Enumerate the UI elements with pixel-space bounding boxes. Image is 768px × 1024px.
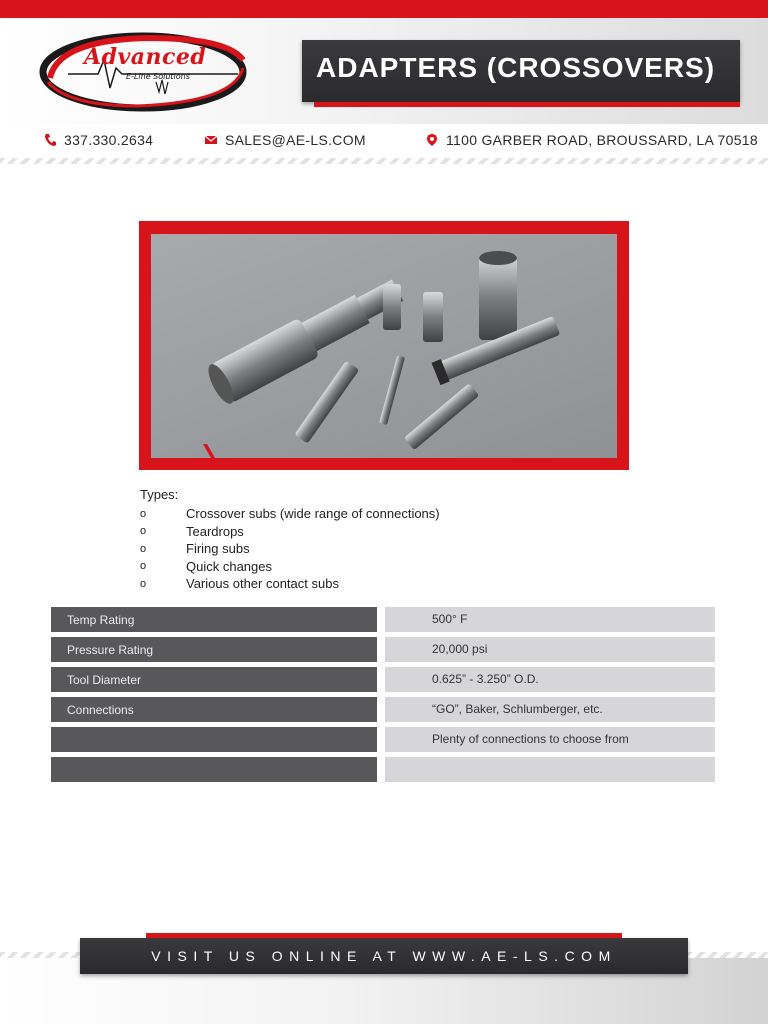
product-photo-frame — [139, 221, 629, 470]
page-title: ADAPTERS (CROSSOVERS) — [316, 52, 716, 83]
phone-icon — [44, 133, 56, 147]
list-item-text: Firing subs — [186, 541, 250, 557]
title-underline — [314, 102, 740, 107]
list-item-text: Teardrops — [186, 523, 244, 539]
logo-subtitle: E-Line Solutions — [126, 72, 190, 81]
spec-label: Connections — [51, 697, 377, 722]
location-pin-icon — [426, 133, 438, 147]
company-logo[interactable] — [38, 30, 254, 114]
top-accent-bar — [0, 0, 768, 18]
list-item-text: Various other contact subs — [186, 576, 339, 592]
spec-value: 20,000 psi — [385, 637, 715, 662]
page-title-box — [302, 40, 740, 102]
types-heading: Types: — [140, 487, 179, 502]
contact-address[interactable] — [426, 132, 758, 148]
spec-label: Pressure Rating — [51, 637, 377, 662]
list-item — [140, 505, 440, 523]
list-item-text: Crossover subs (wide range of connections) — [186, 506, 440, 522]
contact-row — [0, 124, 768, 160]
adapter-tools-illustration — [151, 234, 617, 458]
footer-accent-line — [146, 933, 622, 938]
list-bullet: o — [140, 577, 147, 590]
spec-value: 500° F — [385, 607, 715, 632]
spec-label — [51, 757, 377, 782]
spec-label — [51, 727, 377, 752]
contact-email[interactable] — [205, 132, 366, 148]
hatch-divider-top — [0, 158, 768, 164]
list-item — [140, 558, 440, 576]
envelope-icon — [205, 133, 217, 147]
spec-value: Plenty of connections to choose from — [385, 727, 715, 752]
spec-value — [385, 757, 715, 782]
table-row — [51, 637, 715, 662]
spec-label: Temp Rating — [51, 607, 377, 632]
table-row — [51, 757, 715, 782]
spec-value: 0.625” - 3.250” O.D. — [385, 667, 715, 692]
table-row — [51, 607, 715, 632]
table-row — [51, 667, 715, 692]
phone-number: 337.330.2634 — [64, 132, 154, 148]
product-photo — [151, 234, 617, 458]
footer-website-banner[interactable] — [80, 938, 688, 974]
list-item — [140, 523, 440, 541]
footer-website-link[interactable]: VISIT US ONLINE AT WWW.AE-LS.COM — [151, 948, 617, 964]
list-item — [140, 575, 440, 593]
spec-value: “GO”, Baker, Schlumberger, etc. — [385, 697, 715, 722]
list-bullet: o — [140, 525, 147, 538]
spec-label: Tool Diameter — [51, 667, 377, 692]
types-list — [140, 487, 440, 593]
table-row — [51, 727, 715, 752]
table-row — [51, 697, 715, 722]
contact-phone[interactable] — [44, 132, 153, 148]
spec-table — [51, 607, 715, 787]
list-bullet: o — [140, 507, 147, 520]
list-bullet: o — [140, 560, 147, 573]
logo-wordmark: Advanced — [84, 44, 207, 70]
street-address: 1100 GARBER ROAD, BROUSSARD, LA 70518 — [446, 132, 758, 148]
list-item — [140, 540, 440, 558]
list-item-text: Quick changes — [186, 558, 272, 574]
list-bullet: o — [140, 542, 147, 555]
email-address: SALES@AE-LS.COM — [225, 132, 366, 148]
